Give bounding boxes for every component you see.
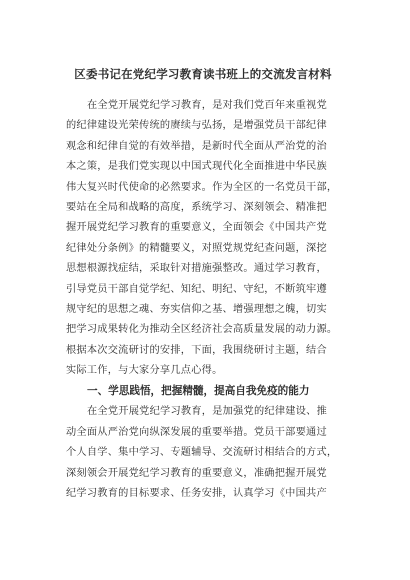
text-line: 引导党员干部自觉学纪、知纪、明纪、守纪，不断筑牢遵 xyxy=(66,283,327,295)
text-line: 在全党开展党纪学习教育，是对我们党百年来重视党 xyxy=(87,100,328,111)
text-line: 个人自学、集中学习、专题辅导、交流研讨相结合的方式， xyxy=(66,447,338,459)
text-line: 实际工作，与大家分享几点心得。 xyxy=(66,365,223,377)
text-line: 观念和纪律自觉的有效举措，是新时代全面从严治党的治 xyxy=(66,140,327,152)
text-line: 伟大复兴时代使命的必然要求。作为全区的一名党员干部， xyxy=(66,181,338,193)
text-line: 把学习成果转化为推动全区经济社会高质量发展的动力源。 xyxy=(66,324,338,336)
paragraph-1 xyxy=(66,96,340,381)
text-line: 纪学习教育的目标要求、任务安排，认真学习《中国共产 xyxy=(66,488,327,500)
text-line: 握开展党纪学习教育的重要意义，全面领会《中国共产党 xyxy=(66,222,327,234)
text-line: 规守纪的思想之魂、夯实信仰之基、增强理想之魄，切实 xyxy=(66,303,327,315)
text-line: 在全党开展党纪学习教育，是加强党的纪律建设、推 xyxy=(87,406,328,418)
document-title: 区委书记在党纪学习教育读书班上的交流发言材料 xyxy=(74,67,332,81)
section-heading: 一、学思践悟，把握精髓，提高自我免疫的能力 xyxy=(87,385,310,398)
text-line: 本之策，是我们党实现以中国式现代化全面推进中华民族 xyxy=(66,161,327,173)
text-line: 要站在全局和战略的高度，系统学习、深刻领会、精准把 xyxy=(66,201,327,213)
paragraph-2 xyxy=(66,402,340,504)
text-line: 思想根源找症结，采取针对措施强整改。通过学习教育， xyxy=(66,263,327,275)
text-line: 根据本次交流研讨的安排，下面，我围绕研讨主题，结合 xyxy=(66,344,327,356)
text-line: 纪律处分条例》的精髓要义，对照党规党纪查问题，深挖 xyxy=(66,242,327,254)
text-line: 的纪律建设光荣传统的赓续与弘扬，是增强党员干部纪律 xyxy=(66,120,327,132)
text-line: 动全面从严治党向纵深发展的重要举措。党员干部要通过 xyxy=(66,426,327,438)
text-line: 深刻领会开展党纪学习教育的重要意义，准确把握开展党 xyxy=(66,467,327,479)
